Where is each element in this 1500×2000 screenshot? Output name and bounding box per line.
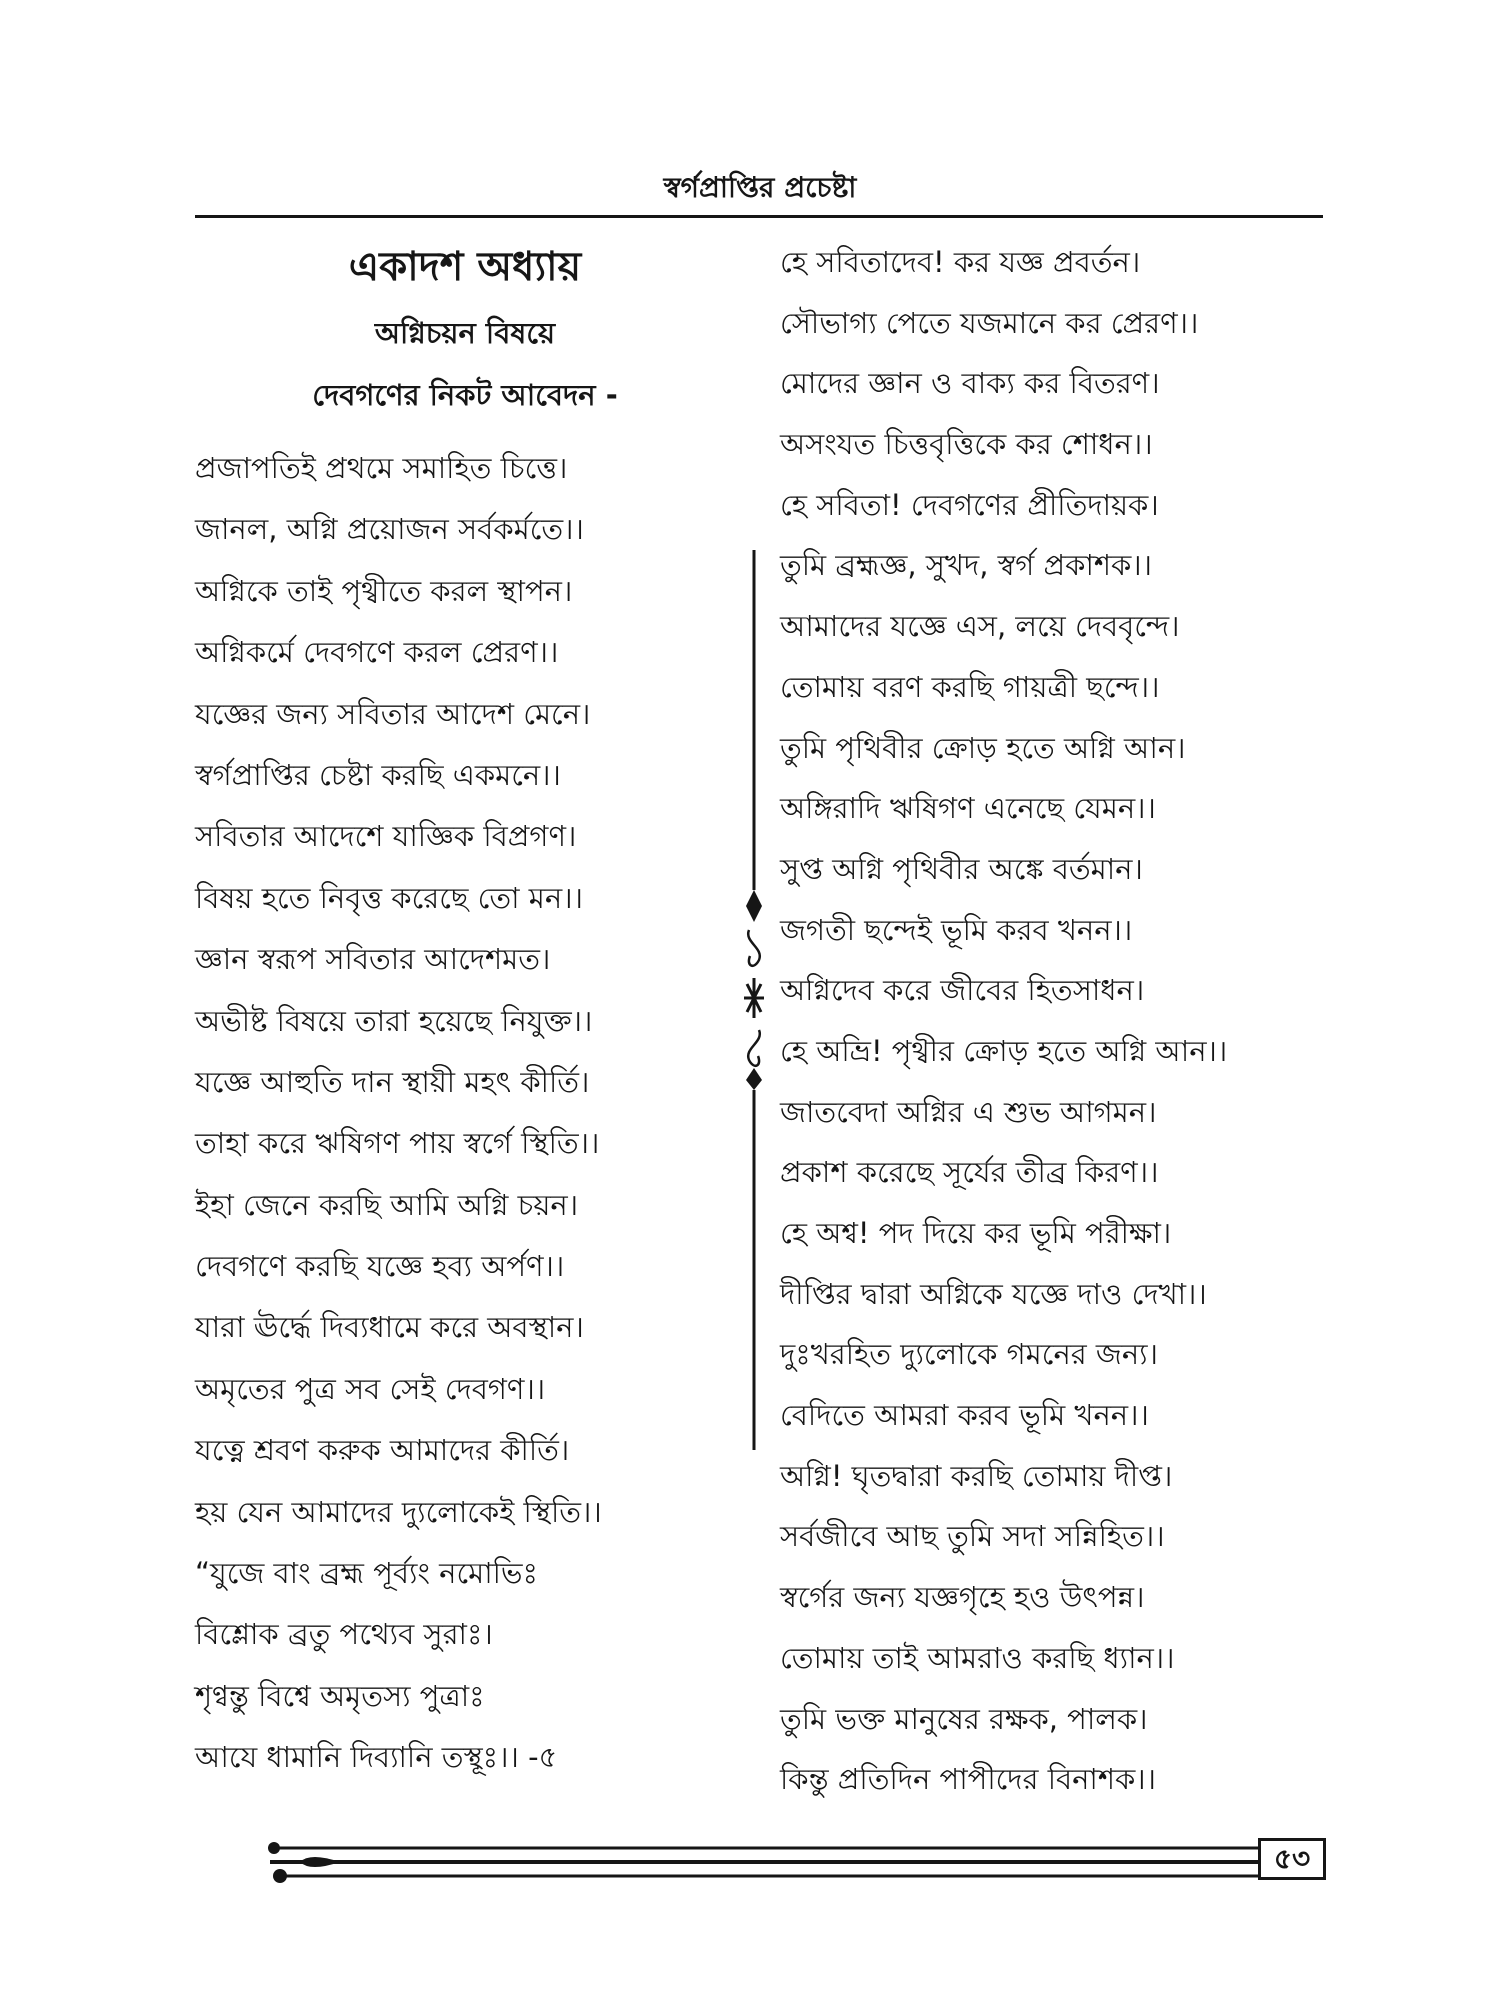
verse-line: দেবগণে করছি যজ্ঞে হব্য অর্পণ।। bbox=[195, 1249, 565, 1284]
verse-line: হয় যেন আমাদের দ্যুলোকেই স্থিতি।। bbox=[195, 1494, 602, 1529]
verse-line: সুপ্ত অগ্নি পৃথিবীর অঙ্কে বর্তমান। bbox=[780, 851, 1143, 886]
verse-line: অগ্নি! ঘৃতদ্বারা করছি তোমায় দীপ্ত। bbox=[780, 1458, 1173, 1493]
verse-line: অগ্নিকর্মে দেবগণে করল প্রেরণ।। bbox=[195, 635, 559, 670]
verse-line: অভীষ্ট বিষয়ে তারা হয়েছে নিযুক্ত।। bbox=[195, 1003, 593, 1038]
verse-line: সবিতার আদেশে যাজ্ঞিক বিপ্রগণ। bbox=[195, 819, 577, 854]
verse-line: সর্বজীবে আছ তুমি সদা সন্নিহিত।। bbox=[780, 1519, 1165, 1554]
verse-line: বেদিতে আমরা করব ভূমি খনন।। bbox=[780, 1398, 1149, 1433]
verse-line: প্রকাশ করেছে সূর্যের তীব্র কিরণ।। bbox=[780, 1155, 1159, 1190]
verse-line: অগ্নিদেব করে জীবের হিতসাধন। bbox=[780, 973, 1145, 1008]
verse-line: জ্ঞান স্বরূপ সবিতার আদেশমত। bbox=[195, 942, 551, 977]
verse-line: স্বর্গের জন্য যজ্ঞগৃহে হও উৎপন্ন। bbox=[780, 1580, 1145, 1615]
verse-line: যজ্ঞে আহুতি দান স্থায়ী মহৎ কীর্তি। bbox=[195, 1064, 590, 1099]
verse-line: কিন্তু প্রতিদিন পাপীদের বিনাশক।। bbox=[780, 1762, 1157, 1797]
verse-line: তাহা করে ঋষিগণ পায় স্বর্গে স্থিতি।। bbox=[195, 1126, 600, 1161]
verse-line: ইহা জেনে করছি আমি অগ্নি চয়ন। bbox=[195, 1187, 579, 1222]
verse-line: সৌভাগ্য পেতে যজমানে কর প্রেরণ।। bbox=[780, 305, 1199, 340]
verse-line: যত্নে শ্রবণ করুক আমাদের কীর্তি। bbox=[195, 1433, 570, 1468]
verse-line: হে অশ্ব! পদ দিয়ে কর ভূমি পরীক্ষা। bbox=[780, 1216, 1172, 1250]
section-title: দেবগণের নিকট আবেদন - bbox=[312, 378, 618, 412]
verse-line: দীপ্তির দ্বারা অগ্নিকে যজ্ঞে দাও দেখা।। bbox=[780, 1276, 1207, 1311]
verse-line: যারা ঊর্দ্ধে দিব্যধামে করে অবস্থান। bbox=[195, 1310, 584, 1345]
verse-line: অমৃতের পুত্র সব সেই দেবগণ।। bbox=[195, 1371, 546, 1406]
verse-line: শৃণ্বন্তু বিশ্বে অমৃতস্য পুত্রাঃ bbox=[195, 1678, 485, 1713]
verse-line: জাতবেদা অগ্নির এ শুভ আগমন। bbox=[780, 1094, 1157, 1129]
verse-line: জানল, অগ্নি প্রয়োজন সর্বকর্মতে।। bbox=[195, 512, 584, 547]
verse-line: আমাদের যজ্ঞে এস, লয়ে দেববৃন্দে। bbox=[780, 609, 1180, 644]
verse-line: তোমায় বরণ করছি গায়ত্রী ছন্দে।। bbox=[780, 669, 1160, 704]
verse-line: তুমি ব্রহ্মজ্ঞ, সুখদ, স্বর্গ প্রকাশক।। bbox=[780, 548, 1153, 583]
verse-line: জগতী ছন্দেই ভূমি করব খনন।। bbox=[780, 912, 1133, 947]
footer-rule-ornament bbox=[260, 1838, 1260, 1888]
header-rule bbox=[195, 215, 1323, 218]
verse-line: তুমি পৃথিবীর ক্রোড় হতে অগ্নি আন। bbox=[780, 730, 1186, 765]
verse-line: তুমি ভক্ত মানুষের রক্ষক, পালক। bbox=[780, 1701, 1148, 1736]
verse-line: বিশ্লোক ব্রতু পথ্যেব সুরাঃ। bbox=[195, 1617, 493, 1652]
left-verse-list bbox=[195, 438, 735, 1789]
verse-line: বিষয় হতে নিবৃত্ত করেছে তো মন।। bbox=[195, 880, 583, 915]
verse-line: হে সবিতাদেব! কর যজ্ঞ প্রবর্তন। bbox=[780, 245, 1141, 279]
column-divider-ornament bbox=[742, 550, 766, 1450]
verse-line: যজ্ঞের জন্য সবিতার আদেশ মেনে। bbox=[195, 696, 591, 731]
verse-line: হে সবিতা! দেবগণের প্রীতিদায়ক। bbox=[780, 487, 1159, 522]
chapter-title: একাদশ অধ্যায় bbox=[348, 244, 582, 290]
verse-line: হে অভ্রি! পৃথ্বীর ক্রোড় হতে অগ্নি আন।। bbox=[780, 1033, 1228, 1068]
left-column bbox=[195, 232, 735, 1789]
verse-line: অঙ্গিরাদি ঋষিগণ এনেছে যেমন।। bbox=[780, 791, 1156, 826]
verse-line: প্রজাপতিই প্রথমে সমাহিত চিত্তে। bbox=[195, 451, 568, 485]
page-number: ৫৩ bbox=[1258, 1838, 1326, 1880]
verse-line: তোমায় তাই আমরাও করছি ধ্যান।। bbox=[780, 1640, 1175, 1675]
verse-line: “যুজে বাং ব্রহ্ম পূর্ব্যং নমোভিঃ bbox=[195, 1556, 538, 1591]
right-column bbox=[780, 232, 1340, 1810]
running-head: স্বর্গপ্রাপ্তির প্রচেষ্টা bbox=[663, 171, 857, 204]
verse-line: মোদের জ্ঞান ও বাক্য কর বিতরণ। bbox=[780, 366, 1160, 401]
right-verse-list bbox=[780, 232, 1340, 1810]
verse-line: অগ্নিকে তাই পৃথ্বীতে করল স্থাপন। bbox=[195, 573, 573, 608]
chapter-subtitle: অগ্নিচয়ন বিষয়ে bbox=[374, 316, 556, 350]
verse-line: আযে ধামানি দিব্যানি তস্থূঃ।। -৫ bbox=[195, 1740, 558, 1775]
verse-line: অসংযত চিত্তবৃত্তিকে কর শোধন।। bbox=[780, 427, 1153, 462]
verse-line: দুঃখরহিত দ্যুলোকে গমনের জন্য। bbox=[780, 1337, 1158, 1372]
verse-line: স্বর্গপ্রাপ্তির চেষ্টা করছি একমনে।। bbox=[195, 757, 561, 792]
